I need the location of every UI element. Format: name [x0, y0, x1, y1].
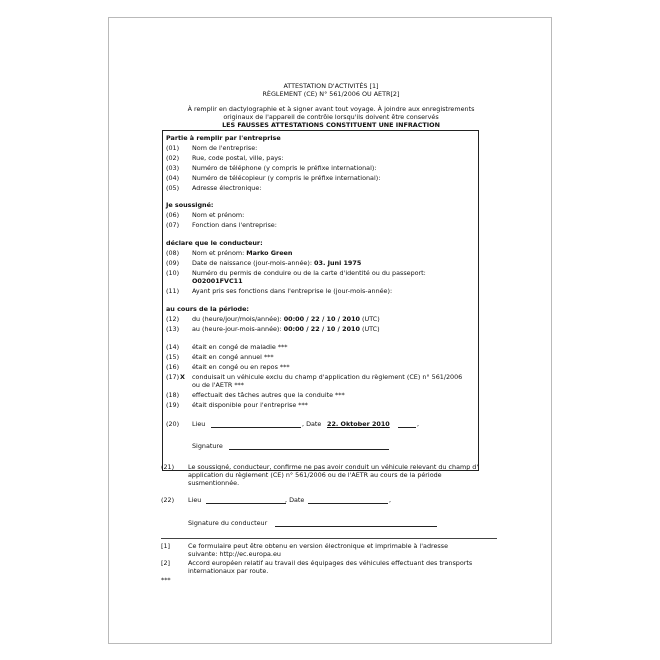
item-20-number: (20) [166, 420, 180, 428]
driver-name-field [192, 249, 292, 257]
signature-label: Signature [192, 442, 223, 450]
birthdate-value: 03. Juni 1975 [314, 259, 362, 267]
footnote-2-number: [2] [161, 559, 171, 567]
excluded-vehicle-option: conduisait un véhicule exclu du champ d'application du règlement (CE) n° 561/2006 [192, 373, 463, 381]
item-10-number: (10) [166, 269, 180, 277]
date-label: , Date [302, 420, 322, 428]
driver-birthdate-field [192, 259, 361, 267]
company-address-field: Rue, code postal, ville, pays: [192, 154, 284, 162]
place-label: Lieu [192, 420, 206, 428]
footnote-separator [161, 538, 497, 539]
item-02-number: (02) [166, 154, 180, 162]
item-05-number: (05) [166, 184, 180, 192]
footnote-2-line-1: Accord européen relatif au travail des équipages des véhicules effectuant des transports [188, 559, 473, 567]
item-03-number: (03) [166, 164, 180, 172]
footnote-1-line-1: Ce formulaire peut être obtenu en version électronique et imprimable à l'adresse [188, 542, 449, 550]
attestation-page [108, 17, 552, 644]
section-period-heading: au cours de la période: [166, 305, 249, 313]
period-to-label: au (heure-jour-mois-année): [192, 325, 282, 333]
driver-place-line [206, 503, 286, 504]
license-number-label: Numéro du permis de conduire ou de la carte d'identité ou du passeport: [192, 269, 426, 277]
item-15-number: (15) [166, 353, 180, 361]
company-fax-field: Numéro de télécopieur (y compris le préfixe international): [192, 174, 381, 182]
section-driver-heading: déclare que le conducteur: [166, 239, 263, 247]
footnote-2-line-2: internationaux par route. [188, 567, 269, 575]
item-09-number: (09) [166, 259, 180, 267]
company-name-field: Nom de l'entreprise: [192, 144, 258, 152]
signature-line [229, 449, 389, 450]
regulation-line: RÈGLEMENT (CE) N° 561/2006 OU AETR[2] [262, 90, 400, 98]
item-07-number: (07) [166, 221, 180, 229]
birthdate-label: Date de naissance (jour-mois-année): [192, 259, 312, 267]
period-from-value: 00:00 / 22 / 10 / 2010 [283, 315, 360, 323]
item-14-number: (14) [166, 343, 180, 351]
date-comma: , [417, 420, 420, 428]
footnote-stars: *** [161, 576, 171, 584]
driver-signature-label: Signature du conducteur [188, 519, 268, 527]
driver-date-label: , Date [285, 496, 305, 504]
item-18-number: (18) [166, 391, 180, 399]
signatory-function-field: Fonction dans l'entreprise: [192, 221, 277, 229]
item-01-number: (01) [166, 144, 180, 152]
date-value: 22. Oktober 2010 [327, 420, 390, 428]
item-12-number: (12) [166, 315, 180, 323]
signatory-name-field: Nom et prénom: [192, 211, 245, 219]
footnote-1-line-2: suivante: http://ec.europa.eu [188, 550, 281, 558]
instructions-line-1: À remplir en dactylographie et à signer avant tout voyage. À joindre aux enregistrements [187, 105, 475, 113]
driver-place-label: Lieu [188, 496, 202, 504]
period-to-utc: (UTC) [361, 325, 380, 333]
item-06-number: (06) [166, 211, 180, 219]
available-option: était disponible pour l'entreprise *** [192, 401, 308, 409]
period-from-field [192, 315, 380, 323]
annual-leave-option: était en congé annuel *** [192, 353, 274, 361]
employment-start-field: Ayant pris ses fonctions dans l'entreprise le (jour-mois-année): [192, 287, 393, 295]
driver-confirmation-line-2: application du règlement (CE) n° 561/2006 ou de l'AETR au cours de la période [188, 471, 442, 479]
driver-confirmation-line-1: Le soussigné, conducteur, confirme ne pas avoir conduit un véhicule relevant du champ d' [188, 463, 479, 471]
footnote-1-number: [1] [161, 542, 171, 550]
item-22-number: (22) [161, 496, 175, 504]
license-number-value: O02001FVC11 [192, 277, 243, 285]
section-signatory-heading: Je soussigné: [166, 201, 214, 209]
item-17-number: (17) [166, 373, 180, 381]
item-13-number: (13) [166, 325, 180, 333]
item-17-check-mark: X [180, 373, 185, 381]
driver-date-line [308, 503, 388, 504]
company-email-field: Adresse électronique: [192, 184, 262, 192]
item-04-number: (04) [166, 174, 180, 182]
item-21-number: (21) [161, 463, 175, 471]
item-11-number: (11) [166, 287, 180, 295]
driver-signature-line [275, 526, 437, 527]
period-to-field [192, 325, 380, 333]
sick-leave-option: était en congé de maladie *** [192, 343, 288, 351]
section-company-heading: Partie à remplir par l'entreprise [166, 134, 281, 142]
excluded-vehicle-option-cont: ou de l'AETR *** [192, 381, 244, 389]
rest-leave-option: était en congé ou en repos *** [192, 363, 290, 371]
item-19-number: (19) [166, 401, 180, 409]
false-attestation-warning: LES FAUSSES ATTESTATIONS CONSTITUENT UNE INFRACTION [222, 121, 440, 129]
other-tasks-option: effectuait des tâches autres que la conduite *** [192, 391, 345, 399]
driver-name-label: Nom et prénom: [192, 249, 245, 257]
period-to-value: 00:00 / 22 / 10 / 2010 [283, 325, 360, 333]
driver-confirmation-line-3: susmentionnée. [188, 479, 240, 487]
item-16-number: (16) [166, 363, 180, 371]
item-08-number: (08) [166, 249, 180, 257]
period-from-utc: (UTC) [362, 315, 380, 323]
driver-date-comma: , [389, 496, 392, 504]
period-from-label: du (heure/jour/mois/année): [192, 315, 282, 323]
date-line [398, 427, 416, 428]
form-title: ATTESTATION D'ACTIVITÉS [1] [283, 82, 379, 90]
instructions-line-2: originaux de l'appareil de contrôle lorsqu'ils doivent être conservés [223, 113, 439, 121]
driver-name-value: Marko Green [246, 249, 293, 257]
place-line [211, 427, 301, 428]
company-phone-field: Numéro de téléphone (y compris le préfixe international): [192, 164, 377, 172]
